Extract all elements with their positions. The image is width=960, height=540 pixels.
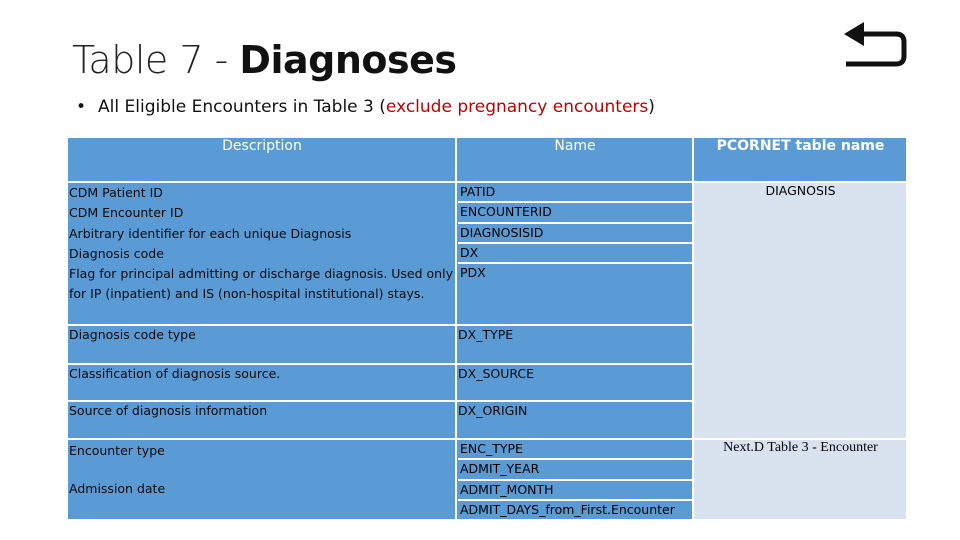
desc-diagnosisid: Arbitrary identifier for each unique Diagnosis [69,225,352,241]
return-arrow-icon[interactable] [838,16,908,70]
bullet-text-before: All Eligible Encounters in Table 3 ( [98,97,386,117]
page-title [72,38,457,82]
header-pcornet: PCORNET table name [693,137,907,182]
name-enc-type: ENC_TYPE [458,440,692,460]
desc-patid: CDM Patient ID [69,185,163,200]
name-admit-year: ADMIT_YEAR [458,460,692,480]
table-row [67,182,907,325]
pcornet-encounter: Next.D Table 3 - Encounter [693,439,907,520]
name-dx: DX [458,244,692,264]
name-dx-source: DX_SOURCE [456,364,693,401]
desc-admission-date: Admission date [69,481,166,496]
table-row [67,439,907,520]
name-admit-month: ADMIT_MONTH [458,481,692,501]
group1-names [456,182,693,325]
name-pdx: PDX [458,264,692,282]
name-diagnosisid: DIAGNOSISID [458,224,692,244]
bullet-highlight: exclude pregnancy encounters [385,97,649,117]
header-name: Name [456,137,693,182]
desc-dx-origin: Source of diagnosis information [67,401,456,439]
bullet-text-after: ) [648,97,655,117]
bullet-line [76,97,655,117]
group2-descriptions [67,439,456,520]
desc-encounterid: CDM Encounter ID [69,205,184,221]
diagnoses-table [66,136,908,521]
name-patid: PATID [458,183,692,203]
group1-descriptions [67,182,456,325]
desc-enc-type: Encounter type [69,443,165,458]
pcornet-diagnosis-cell [693,182,907,439]
group2-names [456,439,693,520]
bullet-marker: • [76,97,87,117]
title-bold: Diagnoses [239,38,457,82]
desc-dx-type: Diagnosis code type [67,325,456,364]
name-dx-type: DX_TYPE [456,325,693,364]
name-admit-days: ADMIT_DAYS_from_First.Encounter [458,501,692,519]
header-row [67,137,907,182]
title-prefix: Table 7 - [72,38,240,82]
desc-dx-source: Classification of diagnosis source. [67,364,456,401]
desc-dx: Diagnosis code [69,245,164,261]
name-encounterid: ENCOUNTERID [458,203,692,223]
desc-pdx: Flag for principal admitting or discharge diagnosis. Used only for IP (inpatient) and IS (non-hospital institutional) stays. [69,266,453,302]
pcornet-diagnosis: DIAGNOSIS [765,183,836,198]
name-dx-origin: DX_ORIGIN [456,401,693,439]
header-description: Description [67,137,456,182]
